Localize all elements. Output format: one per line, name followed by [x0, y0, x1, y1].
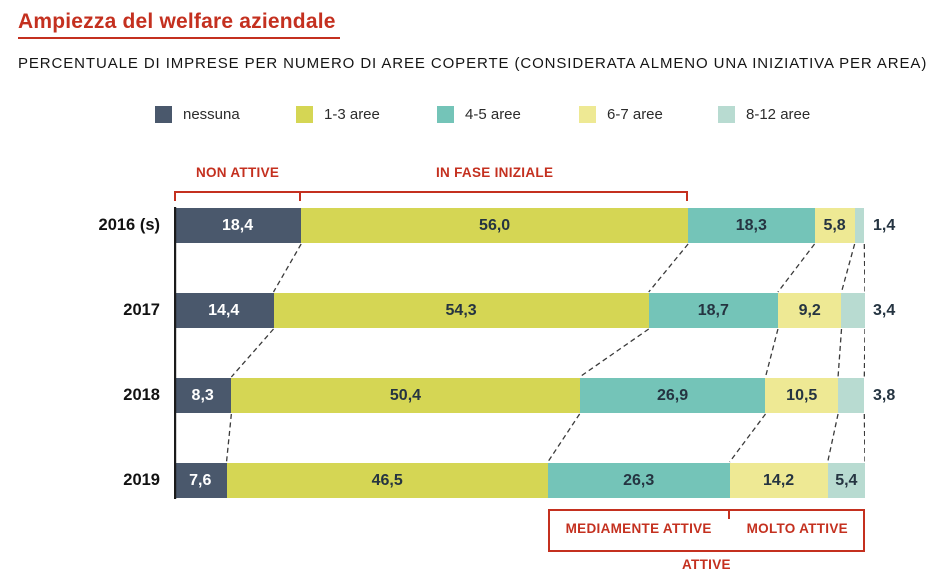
bracket-label-attive: ATTIVE	[682, 557, 731, 572]
bar-2017	[174, 293, 865, 328]
segment-2016-s-4-5-aree	[688, 208, 814, 243]
segment-2018-1-3-aree	[231, 378, 579, 413]
legend-label: 8-12 aree	[746, 105, 811, 123]
connector-line	[864, 329, 865, 377]
value-label: 54,3	[445, 301, 477, 319]
chart-subtitle: PERCENTUALE DI IMPRESE PER NUMERO DI AREE COPERTE (CONSIDERATA ALMENO UNA INIZIATIVA PER AREA)	[18, 55, 928, 72]
row-label-2016-s: 2016 (s)	[98, 216, 160, 234]
segment-2017-1-3-aree	[274, 293, 649, 328]
bar-2018	[174, 378, 865, 413]
segment-2016-s-1-3-aree	[301, 208, 688, 243]
value-label: 5,4	[835, 471, 858, 489]
value-label: 18,4	[222, 216, 254, 234]
bracket-non-attive	[174, 191, 301, 201]
bracket-label-molto-attive: MOLTO ATTIVE	[746, 521, 848, 536]
value-label-outside: 3,8	[873, 387, 896, 404]
segment-2018-8-12-aree	[838, 378, 864, 413]
value-label: 46,5	[371, 471, 403, 489]
connector-line	[580, 329, 649, 377]
value-label: 18,7	[697, 301, 729, 319]
legend-swatch-nessuna	[155, 106, 172, 123]
segment-2017-8-12-aree	[841, 293, 864, 328]
value-label-outside: 1,4	[873, 217, 896, 234]
bar-2019	[174, 463, 865, 498]
value-label: 14,2	[763, 471, 795, 489]
value-label: 26,3	[623, 471, 655, 489]
bracket-in-fase-iniziale	[301, 191, 688, 201]
page-title: Ampiezza del welfare aziendale	[18, 10, 340, 39]
bracket-label-non-attive: NON ATTIVE	[195, 165, 280, 180]
legend-label: 1-3 aree	[324, 105, 380, 123]
segment-2018-6-7-aree	[765, 378, 838, 413]
segment-2019-1-3-aree	[227, 463, 548, 498]
segment-2019-6-7-aree	[730, 463, 828, 498]
connector-line	[548, 414, 580, 462]
row-label-2018: 2018	[123, 386, 160, 404]
connector-line	[227, 414, 232, 462]
connector-line	[730, 414, 766, 462]
value-label: 8,3	[191, 386, 214, 404]
value-label: 26,9	[656, 386, 689, 404]
connector-line	[649, 244, 688, 292]
connector-line	[765, 329, 777, 377]
bracket-label-mediamente-attive: MEDIAMENTE ATTIVE	[565, 521, 712, 536]
stacked-bar-plot-area	[174, 0, 896, 582]
connector-line	[864, 414, 865, 462]
segment-2018-4-5-aree	[580, 378, 766, 413]
legend-label: 6-7 aree	[607, 105, 663, 123]
connector-line	[864, 244, 865, 292]
value-label: 7,6	[189, 471, 212, 489]
connector-line	[842, 244, 855, 292]
legend-label: 4-5 aree	[465, 105, 521, 123]
segment-2016-s-nessuna	[174, 208, 301, 243]
segment-2019-nessuna	[174, 463, 227, 498]
value-label-outside: 3,4	[873, 302, 896, 319]
segment-2019-4-5-aree	[548, 463, 730, 498]
connector-line	[778, 244, 815, 292]
segment-2017-nessuna	[174, 293, 274, 328]
value-label: 56,0	[479, 216, 511, 234]
row-label-2019: 2019	[123, 471, 160, 489]
connector-line	[274, 244, 302, 292]
legend-label: nessuna	[183, 105, 240, 123]
value-label: 50,4	[389, 386, 422, 404]
connector-line	[838, 329, 841, 377]
value-label: 14,4	[208, 301, 240, 319]
value-label: 18,3	[735, 216, 767, 234]
bracket-attive	[548, 509, 865, 552]
segment-2017-4-5-aree	[649, 293, 778, 328]
segment-2016-s-6-7-aree	[815, 208, 855, 243]
segment-2018-nessuna	[174, 378, 231, 413]
connector-line	[828, 414, 838, 462]
segment-2017-6-7-aree	[778, 293, 842, 328]
value-label: 5,8	[823, 216, 846, 234]
value-label: 10,5	[786, 386, 818, 404]
connector-line	[231, 329, 273, 377]
bar-2016-s	[174, 208, 865, 243]
segment-2019-8-12-aree	[828, 463, 865, 498]
bracket-label-in-fase-iniziale: IN FASE INIZIALE	[435, 165, 554, 180]
value-label: 9,2	[798, 301, 821, 319]
row-label-2017: 2017	[123, 301, 160, 319]
segment-2016-s-8-12-aree	[855, 208, 865, 243]
